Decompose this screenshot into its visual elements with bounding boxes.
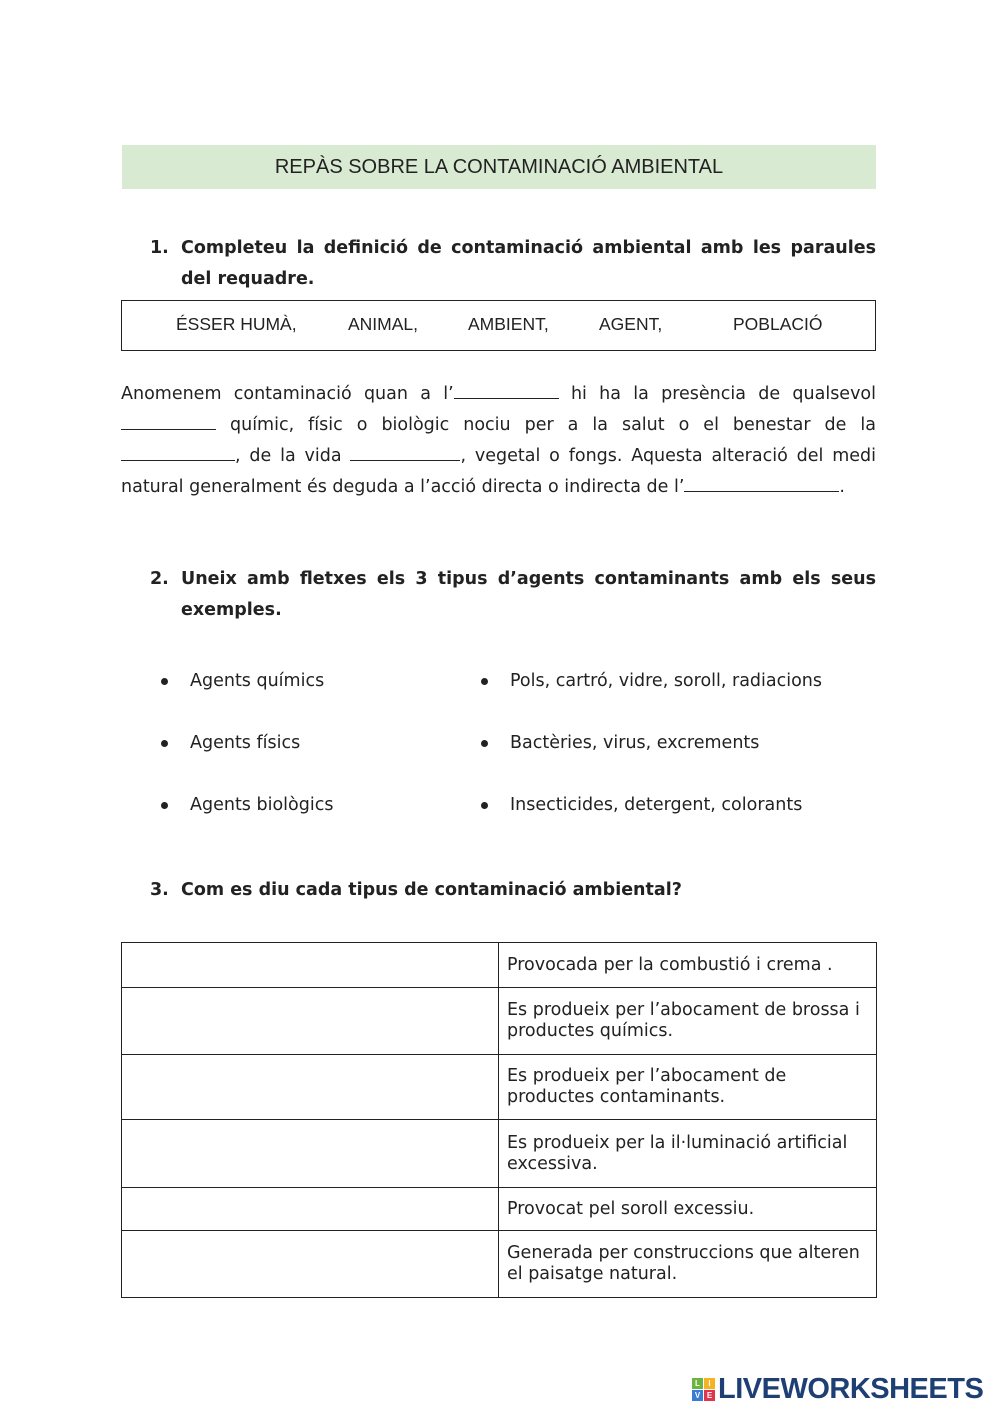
agent-label: Agents físics	[190, 733, 301, 753]
paragraph-text: Anomenem contaminació quan a l’	[121, 384, 454, 404]
paragraph-text: , vegetal o fongs. Aquesta alteració del medi natural generalment és deguda a l’acció directa o indirecta de l’	[121, 446, 876, 497]
blank-field-4[interactable]	[350, 442, 460, 461]
logo-text: LIVEWORKSHEETS	[718, 1373, 984, 1405]
example-label: Insecticides, detergent, colorants	[510, 795, 803, 815]
bullet-icon	[161, 678, 168, 685]
answer-cell[interactable]	[122, 943, 499, 988]
answer-cell[interactable]	[122, 1120, 499, 1188]
blank-field-1[interactable]	[454, 380, 559, 399]
table-row	[122, 1055, 877, 1120]
blank-field-3[interactable]	[121, 442, 235, 461]
logo-tile: I	[704, 1378, 715, 1389]
logo-tiles-icon	[692, 1378, 715, 1401]
answer-cell[interactable]	[122, 1055, 499, 1120]
table-row	[122, 1188, 877, 1231]
word-bank-word: AGENT,	[599, 314, 663, 334]
bullet-icon	[161, 802, 168, 809]
paragraph-text: químic, físic o biològic nociu per a la salut o el benestar de la	[216, 415, 876, 435]
question-1	[150, 233, 876, 295]
paragraph-text: , de la vida	[235, 446, 351, 466]
table-row	[122, 1120, 877, 1188]
logo-tile: L	[692, 1378, 703, 1389]
example-label: Pols, cartró, vidre, soroll, radiacions	[510, 671, 823, 691]
bullet-icon	[161, 740, 168, 747]
question-3	[150, 875, 876, 906]
answer-cell[interactable]	[122, 1188, 499, 1231]
example-item[interactable]	[481, 671, 822, 691]
question-text: Completeu la definició de contaminació ambiental amb les paraules del requadre.	[181, 238, 876, 289]
word-bank-word: ANIMAL,	[348, 314, 419, 334]
bullet-icon	[481, 740, 488, 747]
question-number: 1.	[150, 238, 169, 258]
agent-item[interactable]	[161, 671, 324, 691]
description-cell: Generada per construccions que alteren el paisatge natural.	[499, 1231, 877, 1298]
example-label: Bactèries, virus, excrements	[510, 733, 760, 753]
word-bank-word: POBLACIÓ	[733, 314, 823, 334]
table-row	[122, 943, 877, 988]
description-cell: Es produeix per l’abocament de productes contaminants.	[499, 1055, 877, 1120]
question-number: 2.	[150, 569, 169, 589]
table-row	[122, 1231, 877, 1298]
paragraph-text: .	[839, 477, 845, 497]
agent-label: Agents biològics	[190, 795, 334, 815]
paragraph-text: hi ha la presència de qualsevol	[558, 384, 876, 404]
word-bank-box	[121, 300, 876, 351]
definition-paragraph	[121, 379, 876, 503]
question-text: Com es diu cada tipus de contaminació ambiental?	[181, 880, 682, 900]
question-text: Uneix amb fletxes els 3 tipus d’agents contaminants amb els seus exemples.	[181, 569, 876, 620]
question-2	[150, 564, 876, 626]
answer-cell[interactable]	[122, 1231, 499, 1298]
bullet-icon	[481, 802, 488, 809]
pollution-types-table	[121, 942, 877, 1298]
description-cell: Es produeix per l’abocament de brossa i productes químics.	[499, 988, 877, 1055]
description-cell: Es produeix per la il·luminació artificial excessiva.	[499, 1120, 877, 1188]
worksheet-title: REPÀS SOBRE LA CONTAMINACIÓ AMBIENTAL	[122, 145, 876, 189]
answer-cell[interactable]	[122, 988, 499, 1055]
word-bank-word: AMBIENT,	[468, 314, 549, 334]
agent-item[interactable]	[161, 795, 333, 815]
description-cell: Provocada per la combustió i crema .	[499, 943, 877, 988]
liveworksheets-logo	[692, 1373, 983, 1406]
bullet-icon	[481, 678, 488, 685]
logo-tile: E	[704, 1390, 715, 1401]
agent-label: Agents químics	[190, 671, 325, 691]
blank-field-5[interactable]	[684, 473, 839, 492]
example-item[interactable]	[481, 733, 759, 753]
blank-field-2[interactable]	[121, 411, 216, 430]
word-bank-word: ÉSSER HUMÀ,	[176, 314, 297, 334]
logo-tile: V	[692, 1390, 703, 1401]
agent-item[interactable]	[161, 733, 300, 753]
table-row	[122, 988, 877, 1055]
example-item[interactable]	[481, 795, 802, 815]
question-number: 3.	[150, 880, 169, 900]
description-cell: Provocat pel soroll excessiu.	[499, 1188, 877, 1231]
